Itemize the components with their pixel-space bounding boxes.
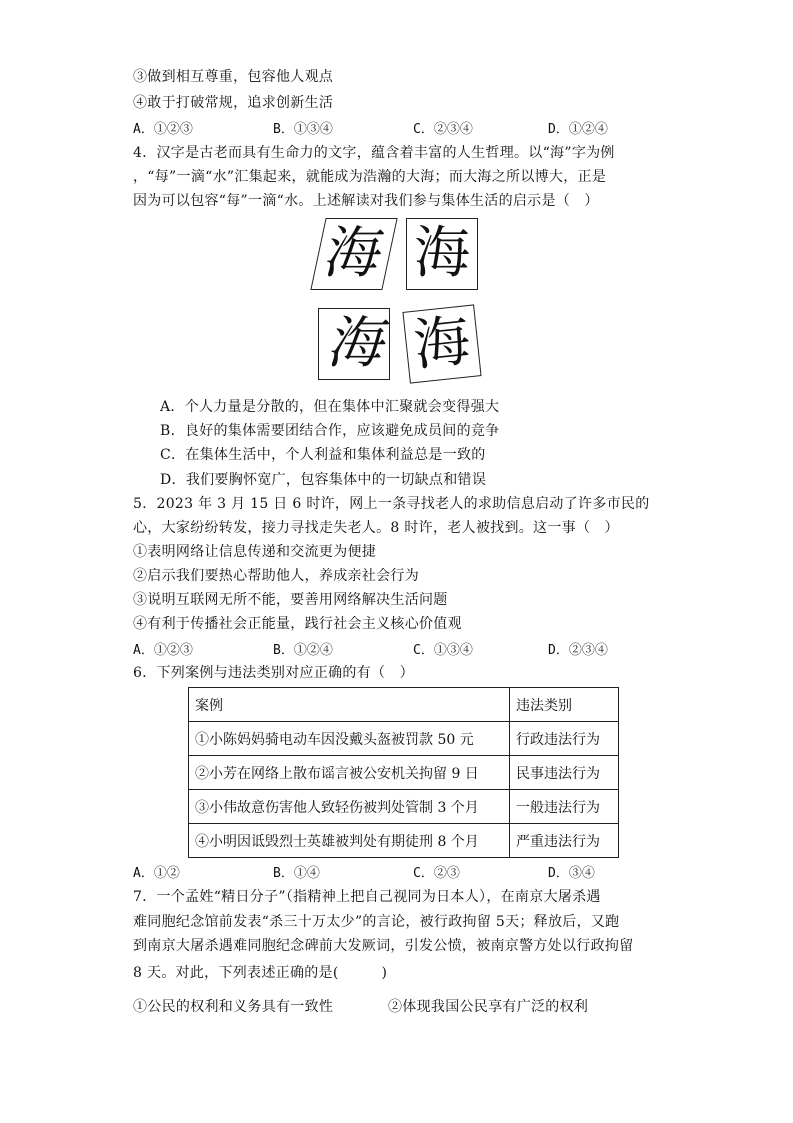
q3-statement-4: ④敢于打破常规，追求创新生活 — [133, 95, 334, 111]
q7-statement-2: ②体现我国公民享有广泛的权利 — [388, 999, 589, 1015]
table-cell-case: ①小陈妈妈骑电动车因没戴头盔被罚款 50 元 — [189, 722, 510, 756]
q5-option-d: D．②③④ — [548, 643, 608, 658]
table-cell-category: 民事违法行为 — [510, 756, 619, 790]
table-cell-category: 一般违法行为 — [510, 790, 619, 824]
calligraphy-char-running: 海 — [318, 308, 390, 380]
q3-option-d: D．①②④ — [548, 122, 608, 137]
table-cell-category: 严重违法行为 — [510, 824, 619, 858]
q6-options — [133, 862, 693, 882]
q3-statement-3: ③做到相互尊重，包容他人观点 — [133, 69, 334, 85]
q7-statement-1: ①公民的权利和义务具有一致性 — [133, 999, 334, 1015]
q7-stem-line-1: 7．一个孟姓“精日分子”（指精神上把自己视同为日本人），在南京大屠杀遇 — [133, 889, 601, 905]
table-cell-case: ③小伟故意伤害他人致轻伤被判处管制 3 个月 — [189, 790, 510, 824]
table-row — [189, 756, 619, 790]
table-cell-case: ②小芳在网络上散布谣言被公安机关拘留 9 日 — [189, 756, 510, 790]
q4-stem-line-3: 因为可以包容“每”一滴“水。上述解读对我们参与集体生活的启示是（ ） — [133, 193, 599, 209]
q6-option-a: A．①② — [133, 866, 180, 881]
q4-option-d: D．我们要胸怀宽广，包容集体中的一切缺点和错误 — [160, 472, 487, 488]
calligraphy-char-regular: 海 — [406, 218, 478, 290]
q3-option-b: B．①③④ — [273, 122, 333, 137]
q6-stem: 6．下列案例与违法类别对应正确的有（ ） — [133, 665, 414, 681]
q5-statement-2: ②启示我们要热心帮助他人，养成亲社会行为 — [133, 568, 419, 584]
q6-option-c: C．②③ — [413, 866, 460, 881]
table-header-category: 违法类别 — [510, 688, 619, 722]
table-header-case: 案例 — [189, 688, 510, 722]
q5-statement-1: ①表明网络让信息传递和交流更为便捷 — [133, 544, 377, 560]
q5-statement-4: ④有利于传播社会正能量，践行社会主义核心价值观 — [133, 616, 462, 632]
q4-option-a: A．个人力量是分散的，但在集体中汇聚就会变得强大 — [160, 399, 500, 415]
q5-stem-line-1: 5．2023 年 3 月 15 日 6 时许，网上一条寻找老人的求助信息启动了许多市民的 — [133, 496, 650, 512]
law-case-table — [188, 687, 619, 858]
calligraphy-hai-figure — [318, 218, 480, 384]
calligraphy-char-cursive: 海 — [310, 218, 397, 290]
q7-stem-line-2: 难同胞纪念馆前发表“杀三十万太少”的言论，被行政拘留 5天；释放后，又跑 — [133, 914, 620, 930]
table-row — [189, 790, 619, 824]
calligraphy-char-grass: 海 — [402, 304, 481, 383]
q5-option-c: C．①③④ — [413, 643, 473, 658]
table-row — [189, 722, 619, 756]
q5-stem-line-2: 心，大家纷纷转发，接力寻找走失老人。8 时许，老人被找到。这一事（ ） — [133, 520, 619, 536]
table-cell-category: 行政违法行为 — [510, 722, 619, 756]
q5-option-a: A．①②③ — [133, 643, 193, 658]
q7-stem-line-4: 8 天。对此，下列表述正确的是( ) — [133, 965, 388, 981]
q4-option-b: B．良好的集体需要团结合作，应该避免成员间的竞争 — [160, 423, 500, 439]
q4-stem-line-2: ，“每”一滴“水”汇集起来，就能成为浩瀚的大海；而大海之所以博大，正是 — [133, 169, 607, 185]
q3-options — [133, 118, 693, 138]
q4-option-c: C．在集体生活中，个人利益和集体利益总是一致的 — [160, 447, 486, 463]
table-row — [189, 824, 619, 858]
q7-stem-line-3: 到南京大屠杀遇难同胞纪念碑前大发厥词，引发公愤，被南京警方处以行政拘留 — [133, 938, 634, 954]
q3-option-a: A．①②③ — [133, 122, 193, 137]
table-cell-case: ④小明因诋毁烈士英雄被判处有期徒刑 8 个月 — [189, 824, 510, 858]
q5-options — [133, 639, 693, 659]
q4-stem-line-1: 4．汉字是古老而具有生命力的文字，蕴含着丰富的人生哲理。以“海”字为例 — [133, 145, 615, 161]
q6-option-d: D．③④ — [548, 866, 595, 881]
q5-statement-3: ③说明互联网无所不能，要善用网络解决生活问题 — [133, 592, 448, 608]
table-header-row — [189, 688, 619, 722]
q3-option-c: C．②③④ — [413, 122, 473, 137]
q6-option-b: B．①④ — [273, 866, 320, 881]
q5-option-b: B．①②④ — [273, 643, 333, 658]
